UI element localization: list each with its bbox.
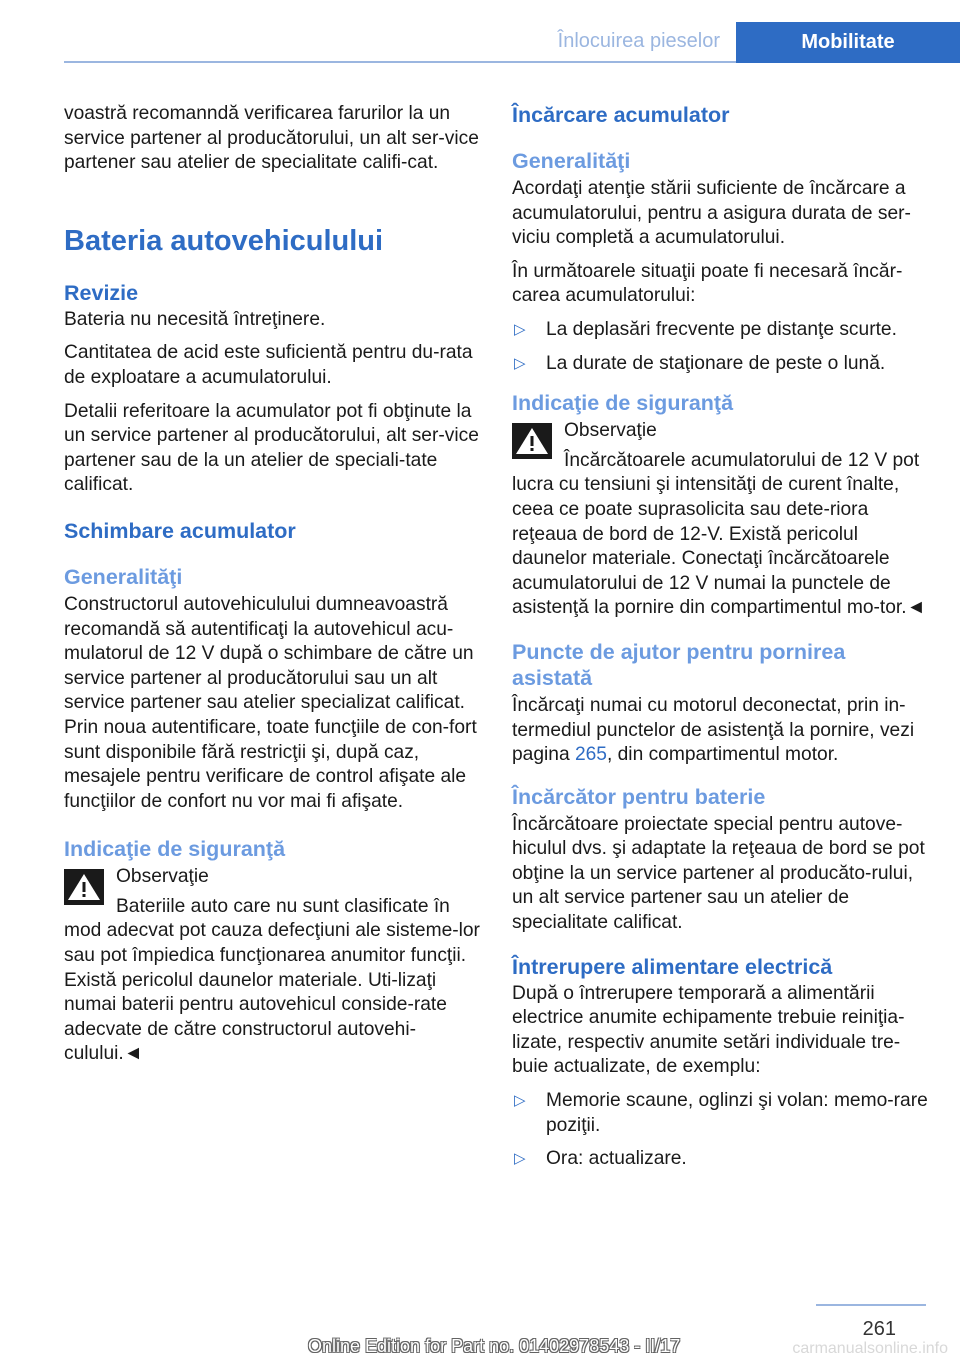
warning-title: Observaţie: [564, 420, 657, 442]
right-column: [512, 102, 930, 1183]
heading-generalitati-incarcare: Generalităţi: [512, 149, 631, 173]
incarcare-paragraph-2: În următoarele situaţii poate fi necesară încăr‐carea acumulatorului:: [512, 260, 903, 307]
incarcare-paragraph-1: Acordaţi atenţie stării suficiente de încărcare a acumulatorului, pentru a asigura durata de ser‐viciu completă a acumulatorului.: [512, 178, 911, 249]
intrerupere-paragraph: După o întrerupere temporară a alimentării electrice anumite echipamente trebuie reiniţia‐lizate, respectiv anumite setări individuale tre‐buie actualizate, de exemplu:: [512, 982, 905, 1078]
heading-revizie: Revizie: [64, 280, 139, 305]
bullet-triangle-icon: ▷: [514, 1150, 526, 1168]
left-column: [64, 102, 482, 1076]
revizie-paragraph-2: Cantitatea de acid este suficientă pentru du‐rata de exploatare a acumulatorului.: [64, 342, 473, 388]
warning-triangle-icon: [64, 869, 104, 905]
warning-text: Bateriile auto care nu sunt clasificate în mod adecvat pot cauza defecţiuni ale sisteme‐lor sau pot împiedica funcţionarea anumitor funcţii. Există pericolul daunelor materiale. Uti‐lizaţi numai baterii pentru autovehicul conside‐rate adecvate de către constructorul autovehi‐culului.◄: [64, 895, 480, 1065]
heading-generalitati: Generalităţi: [64, 564, 183, 589]
revizie-paragraph-3: Detalii referitoare la acumulator pot fi obţinute la un service partener al producătorului, alt ser‐vice partener sau de la un atelier de speciali‐tate calificat.: [64, 400, 479, 496]
warning-title: Observaţie: [116, 866, 209, 888]
list-item: ▷ La deplasări frecvente pe distanţe scurte.: [512, 318, 930, 343]
warning-text: Încărcătoarele acumulatorului de 12 V pot lucra cu tensiuni şi intensităţi de curent înalte, ceea ce poate suprasolicita sau dete‐riora reţeaua de bord de 12‑V. Există pericolul daunelor materiale. Conectaţi încărcătoarele acumulatorului de 12 V numai la punctele de asistenţă la pornire din compartimentul mo‐tor.◄: [512, 449, 926, 619]
heading-intrerupere-alimentare: Întrerupere alimentare electrică: [512, 954, 833, 979]
bullet-triangle-icon: ▷: [514, 320, 526, 338]
footer-rule: [816, 1304, 926, 1306]
list-item: ▷ La durate de staţionare de peste o lună.: [512, 352, 930, 377]
chapter-title: Bateria autovehiculului: [64, 224, 384, 257]
warning-triangle-icon: [512, 423, 552, 459]
incarcator-paragraph: Încărcătoare proiectate special pentru autove‐hiculul dvs. şi adaptate la reţeaua de bord se pot obţine la un service partener al producăto‐rului, un alt service partener sau un atelier de specialitate calificat.: [512, 813, 925, 934]
heading-schimbare-acumulator: Schimbare acumulator: [64, 518, 296, 543]
page-number: 261: [862, 1318, 896, 1340]
heading-puncte-ajutor: Puncte de ajutor pentru pornirea asistată: [512, 639, 846, 690]
edition-note: Online Edition for Part no. 01402978543 - II/17: [308, 1336, 681, 1356]
heading-indicatie-siguranta-incarcare: Indicaţie de siguranţă: [512, 391, 734, 416]
heading-incarcare-acumulator: Încărcare acumulator: [512, 103, 730, 127]
header-chapter-label: Mobilitate: [801, 31, 895, 53]
intrerupere-list: [512, 1089, 930, 1172]
warning-block: [512, 419, 930, 621]
puncte-paragraph: Încărcaţi numai cu motorul deconectat, prin in‐termediul punctelor de asistenţă la pornire, vezi pagina 265, din compartimentul motor.: [512, 694, 915, 766]
page-reference-link[interactable]: 265: [574, 744, 607, 766]
heading-indicatie-siguranta: Indicaţie de siguranţă: [64, 837, 286, 862]
header-section-title: Înlocuirea pieselor: [557, 30, 720, 52]
revizie-paragraph-1: Bateria nu necesită întreţinere.: [64, 308, 326, 330]
incarcare-list: [512, 318, 930, 376]
bullet-triangle-icon: ▷: [514, 1092, 526, 1110]
warning-block: [64, 865, 482, 1067]
list-item: ▷ Ora: actualizare.: [512, 1147, 930, 1172]
header-chapter-tab: [736, 22, 960, 63]
intro-paragraph: voastră recomanndă verificarea farurilor la un service partener al producătorului, un alt ser‐vice partener sau atelier de specialitate califi‐cat.: [64, 103, 479, 174]
heading-incarcator-baterie: Încărcător pentru baterie: [512, 784, 766, 809]
bullet-triangle-icon: ▷: [514, 354, 526, 372]
watermark-text: carmanualsonline.info: [792, 1340, 948, 1357]
list-item: ▷ Memorie scaune, oglinzi şi volan: memo‐rare poziţii.: [514, 1090, 928, 1136]
schimbare-general-paragraph: Constructorul autovehiculului dumneavoastră recomandă să autentificaţi la autovehicul acu‐mulatorul de 12 V după o schimbare de către un service partener al producătorului sau un alt service partener sau atelier specializat calificat. Prin noua autentificare, toate funcţiile de con‐fort sunt disponibile fără restricţii şi, după caz, mesajele pentru verificare de control afişate ale funcţiilor de confort nu vor mai fi afişate.: [64, 593, 477, 812]
